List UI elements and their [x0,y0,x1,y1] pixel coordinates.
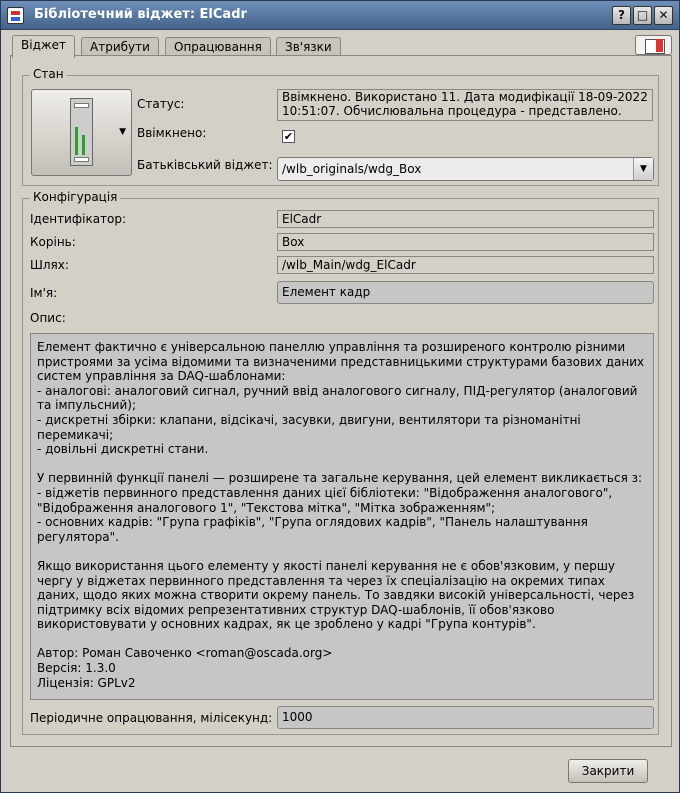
enabled-checkbox[interactable]: ✔ [283,130,294,143]
chevron-down-icon[interactable]: ▼ [633,158,653,180]
enabled-label: Ввімкнено: [137,126,207,140]
dropdown-arrow-icon: ▼ [119,127,126,137]
app-icon [7,7,24,24]
config-group-title: Конфігурація [30,190,120,204]
tab-attributes[interactable]: Атрибути [81,37,159,57]
path-label: Шлях: [30,258,69,272]
widget-preview-button[interactable] [31,89,132,176]
name-input[interactable]: Елемент кадр [277,281,654,304]
parent-widget-value: /wlb_originals/wdg_Box [282,162,422,176]
parent-widget-select[interactable] [277,157,654,181]
config-group [22,190,659,735]
close-window-button[interactable]: ✕ [654,6,673,25]
description-label: Опис: [30,311,66,325]
state-group-title: Стан [30,67,67,81]
id-label: Ідентифікатор: [30,212,127,226]
widget-tab-panel [10,55,672,747]
id-value: ElCadr [277,210,654,228]
window-title: Бібліотечний віджет: ElCadr [34,7,247,22]
description-textarea[interactable]: Елемент фактично є універсальною панеллю управління та розширеного контролю різними пристроями за усіма відомими та визначеними представницькими структурами базових даних систем управління за DAQ-шаблонами: - аналогові: аналоговий сигнал, ручний ввід аналогового сигналу, ПІД-регулятор (аналоговий та імпульсний); - дискретні збірки: клапани, відсікачі, засувки, двигуни, вентилятори та різноманітні перемикачі; - довільні дискретні стани. У первинній функції панелі — розширене та загальне керування, цей елемент викликається з: - віджетів первинного представлення даних цієї бібліотеки: "Відображення аналогового", "Відображення аналогового 1", "Текстова мітка", "Мітка зображенням"; - основних кадрів: "Група графіків", "Група оглядових кадрів", "Панель налаштування регулятора". Якщо використання цього елементу у якості панелі керування не є обов'язковим, у першу чергу у віджетах первинного представлення та через їх спеціалізацію на окремих типах даних, щодо яких можна створити окрему панель. То завдяки високій універсальності, через підтримку всіх відомих репрезентативних структур DAQ-шаблонів, її обов'язково використовувати у основних кадрах, як це зроблено у кадрі "Група контурів". Автор: Роман Савоченко <roman@oscada.org> Версія: 1.3.0 Ліцензія: GPLv2 [30,333,654,700]
name-label: Ім'я: [30,286,58,300]
status-label: Статус: [137,97,185,111]
tab-bar [10,35,672,56]
tab-widget[interactable]: Віджет [12,35,75,58]
period-input[interactable]: 1000 [277,706,654,729]
help-button[interactable]: ? [612,6,631,25]
path-value: /wlb_Main/wdg_ElCadr [277,256,654,274]
widget-preview-icon [70,98,93,166]
root-value: Box [277,233,654,251]
maximize-button[interactable]: □ [633,6,652,25]
tab-processing[interactable]: Опрацювання [165,37,271,57]
close-button[interactable]: Закрити [568,759,648,783]
parent-widget-label: Батьківський віджет: [137,158,273,172]
period-label: Періодичне опрацювання, мілісекунд: [30,711,273,725]
state-group [22,67,659,186]
book-icon[interactable] [635,35,672,55]
tab-links[interactable]: Зв'язки [276,37,341,57]
status-value: Ввімкнено. Використано 11. Дата модифікації 18-09-2022 10:51:07. Обчислювальна процедура - представлено. [277,89,653,121]
titlebar[interactable] [1,1,679,30]
root-label: Корінь: [30,235,76,249]
